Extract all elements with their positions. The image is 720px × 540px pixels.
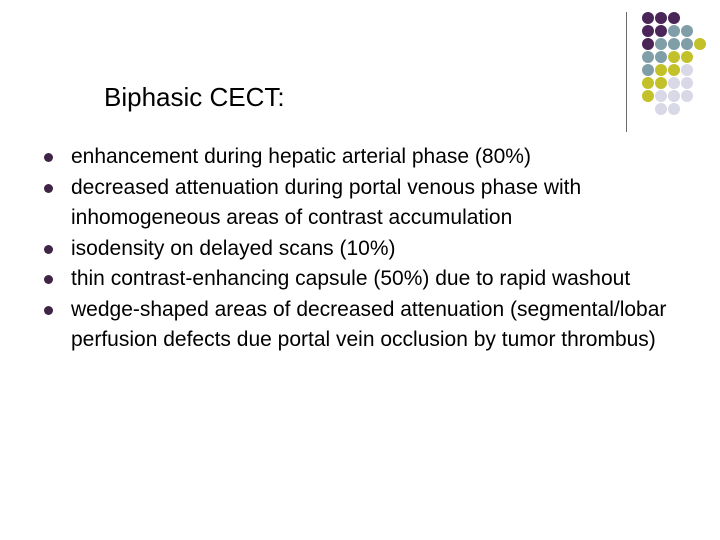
decor-dot (642, 12, 654, 24)
decor-dot (668, 90, 680, 102)
decor-dot (655, 64, 667, 76)
decor-dot (642, 38, 654, 50)
bullet-item (44, 295, 684, 356)
decor-dot (642, 64, 654, 76)
decor-dot (681, 77, 693, 89)
decor-dot (668, 103, 680, 115)
vertical-divider (626, 12, 627, 132)
decor-dot (642, 51, 654, 63)
bullet-dot-icon (44, 275, 53, 284)
decor-dot (668, 77, 680, 89)
bullet-text: isodensity on delayed scans (10%) (71, 236, 396, 260)
decor-dot (642, 77, 654, 89)
decor-dot (642, 90, 654, 102)
decor-dot (655, 25, 667, 37)
decor-dot (655, 90, 667, 102)
decor-dot (694, 38, 706, 50)
decor-dot (642, 25, 654, 37)
decor-dot (681, 90, 693, 102)
decor-dot (655, 38, 667, 50)
bullet-dot-icon (44, 245, 53, 254)
bullet-text: thin contrast-enhancing capsule (50%) due to rapid washout (71, 267, 631, 290)
decor-dot (655, 77, 667, 89)
decor-dot (681, 25, 693, 37)
slide-title: Biphasic CECT: (104, 82, 285, 112)
bullet-dot-icon (44, 184, 53, 193)
decor-dot (668, 64, 680, 76)
decor-dot (668, 12, 680, 24)
bullet-dot-icon (44, 153, 53, 162)
bullet-item (44, 234, 684, 265)
decor-dot (655, 12, 667, 24)
bullet-text: enhancement during hepatic arterial phase (80%) (71, 145, 531, 168)
bullet-text: decreased attenuation during portal venous phase with inhomogeneous areas of contrast accumulation (71, 175, 582, 229)
bullet-dot-icon (44, 306, 53, 315)
decor-dot (655, 103, 667, 115)
bullet-item (44, 142, 684, 173)
decor-dot (655, 51, 667, 63)
decor-dot (668, 25, 680, 37)
decor-dot (668, 51, 680, 63)
bullet-item (44, 264, 684, 295)
bullet-text: wedge-shaped areas of decreased attenuation (segmental/lobar perfusion defects due portal vein occlusion by tumor thrombus) (71, 297, 667, 351)
decor-dot (668, 38, 680, 50)
decorative-dot-grid (0, 0, 720, 140)
decor-dot (681, 38, 693, 50)
bullet-item (44, 173, 684, 234)
decor-dot (681, 64, 693, 76)
bullet-list (44, 142, 684, 356)
decor-dot (681, 51, 693, 63)
